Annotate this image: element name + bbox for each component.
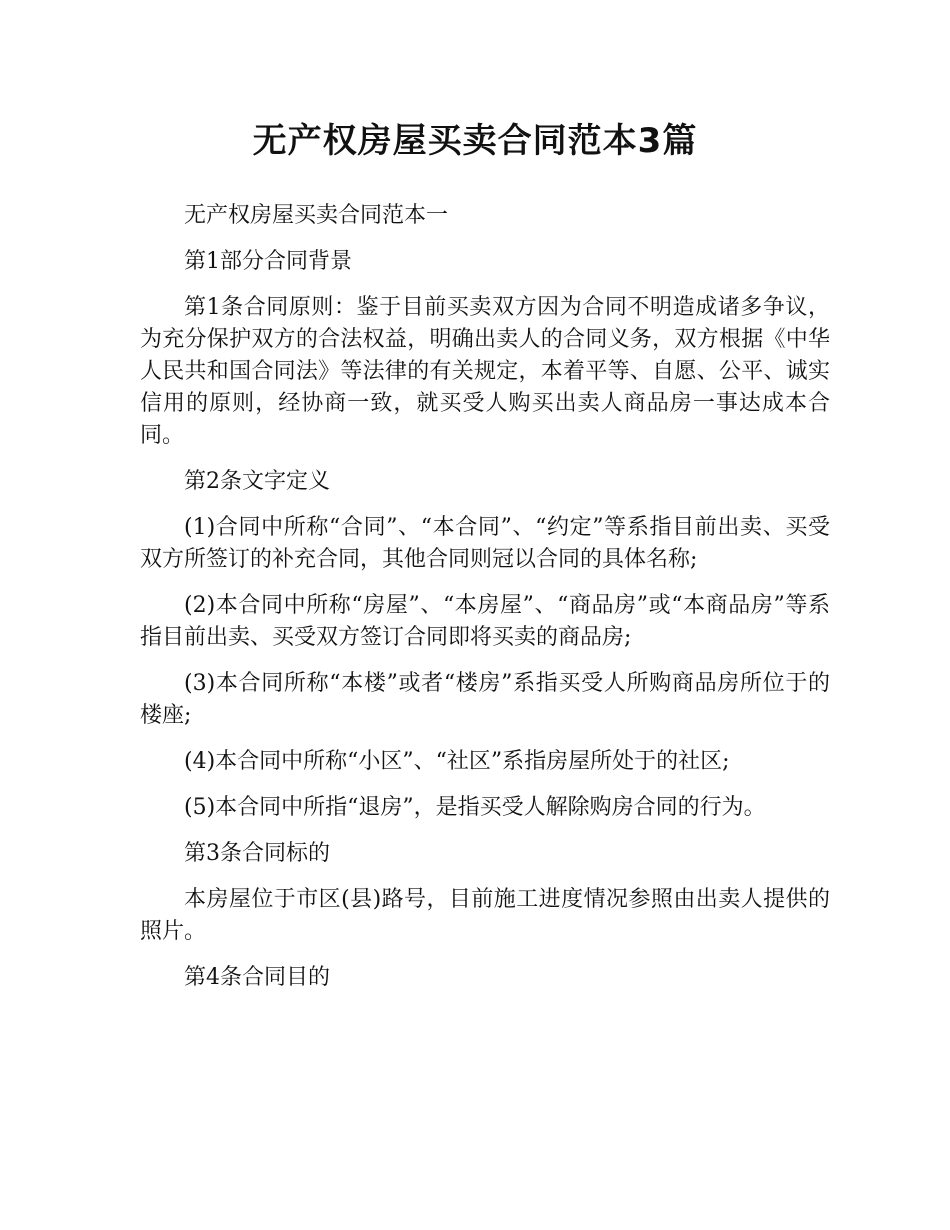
paragraph-definition-4: (4)本合同中所称“小区”、“社区”系指房屋所处于的社区;: [184, 749, 730, 774]
paragraph-definition-1: (1)合同中所称“合同”、“本合同”、“约定”等系指目前出卖、买受双方所签订的补充合同，其他合同则冠以合同的具体名称;: [140, 515, 830, 572]
paragraph-definition-2: (2)本合同中所称“房屋”、“本房屋”、“商品房”或“本商品房”等系指目前出卖、买受双方签订合同即将买卖的商品房;: [140, 593, 830, 650]
paragraph-article-3-heading: 第3条合同标的: [184, 841, 330, 866]
paragraph-article-3-body: 本房屋位于市区(县)路号，目前施工进度情况参照由出卖人提供的照片。: [140, 887, 830, 944]
paragraph-definition-5: (5)本合同中所指“退房”，是指买受人解除购房合同的行为。: [184, 795, 766, 820]
paragraph-article-4-heading: 第4条合同目的: [184, 965, 330, 990]
paragraph-part-heading: 第1部分合同背景: [184, 249, 352, 274]
paragraph-article-1: 第1条合同原则：鉴于目前买卖双方因为合同不明造成诸多争议，为充分保护双方的合法权益，明确出卖人的合同义务，双方根据《中华人民共和国合同法》等法律的有关规定，本着平等、自愿、公平、诚实信用的原则，经协商一致，就买受人购买出卖人商品房一事达成本合同。: [140, 295, 830, 448]
paragraph-article-2-heading: 第2条文字定义: [184, 469, 330, 494]
document-body: [140, 200, 830, 1008]
paragraph-definition-3: (3)本合同所称“本楼”或者“楼房”系指买受人所购商品房所位于的楼座;: [140, 671, 830, 728]
paragraph-section-heading: 无产权房屋买卖合同范本一: [184, 203, 449, 228]
document-title: 无产权房屋买卖合同范本3篇: [252, 121, 698, 161]
